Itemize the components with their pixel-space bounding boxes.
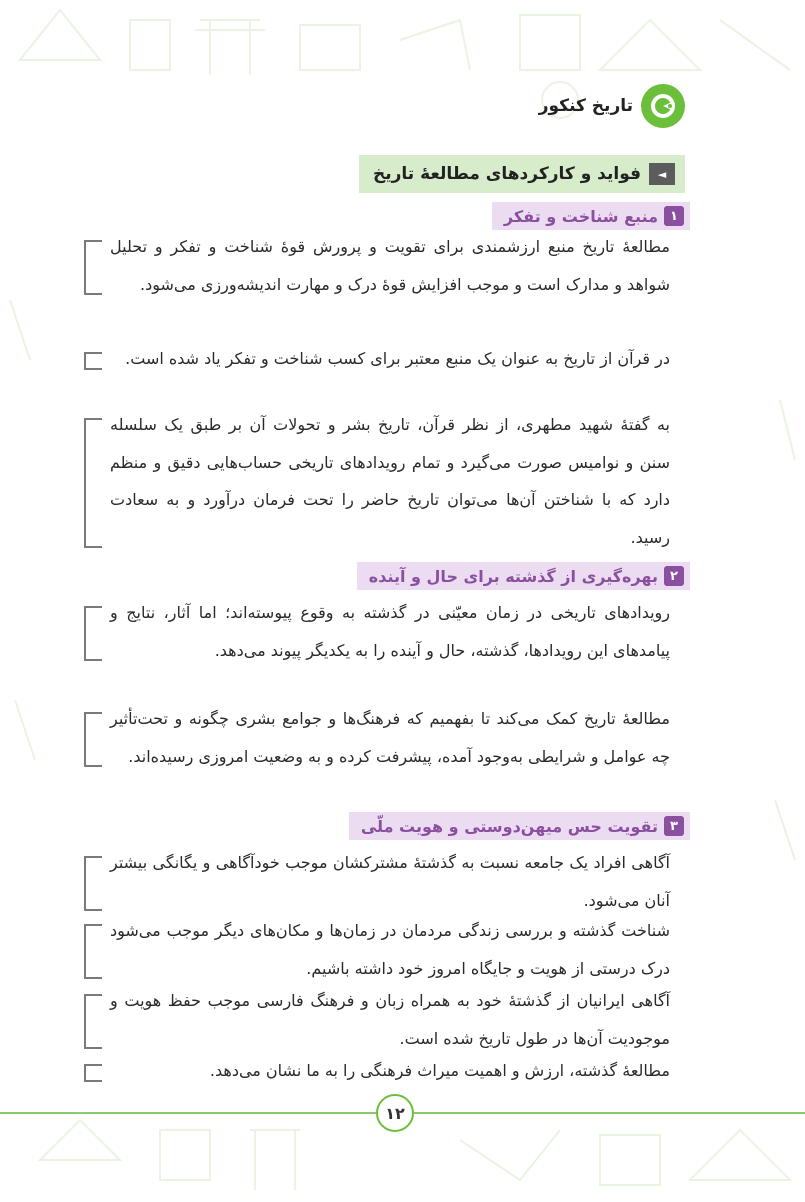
paragraph-text: مطالعهٔ تاریخ منبع ارزشمندی برای تقویت و پرورش قوهٔ شناخت و تفکر و تحلیل شواهد و مدارک است و موجب افزایش قوهٔ درک و مهارت اندیشه‌ورزی می‌شود.	[110, 237, 670, 294]
book-circle-icon	[641, 84, 685, 128]
subsection-title: بهره‌گیری از گذشته برای حال و آینده	[368, 566, 658, 586]
subsection-number: ۳	[664, 816, 684, 836]
section-marker-icon: ◄	[649, 163, 675, 185]
paragraph-text: آگاهی افراد یک جامعه نسبت به گذشتهٔ مشترکشان موجب خودآگاهی و یگانگی بیشتر آنان می‌شود.	[110, 853, 670, 910]
paragraph-text: مطالعهٔ گذشته، ارزش و اهمیت میراث فرهنگی را به ما نشان می‌دهد.	[209, 1061, 670, 1080]
paragraph	[110, 844, 670, 919]
section-title-text: فواید و کارکردهای مطالعهٔ تاریخ	[373, 164, 641, 184]
paragraph-text: شناخت گذشته و بررسی زندگی مردمان در زمان‌ها و مکان‌های دیگر موجب می‌شود درک درستی از هویت و جایگاه امروز خود داشته باشیم.	[110, 921, 670, 978]
subsection-heading-3	[349, 812, 690, 840]
subsection-title: منبع شناخت و تفکر	[503, 206, 658, 226]
paragraph	[110, 228, 670, 303]
paragraph-text: آگاهی ایرانیان از گذشتهٔ خود به همراه زبان و فرهنگ فارسی موجب حفظ هویت و موجودیت آن‌ها در طول تاریخ شده است.	[110, 991, 670, 1048]
paragraph-text: رویدادهای تاریخی در زمان معیّنی در گذشته به وقوع پیوسته‌اند؛ اما آثار، نتایج و پیامدهای این رویدادها، گذشته، حال و آینده را به یکدیگر پیوند می‌دهد.	[110, 603, 670, 660]
paragraph-text: به گفتهٔ شهید مطهری، از نظر قرآن، تاریخ بشر و تحولات آن بر طبق یک سلسله سنن و نوامیس صورت می‌گیرد و تمام رویدادهای تاریخی حساب‌هایی دقیق و منظم دارد که با شناختن آن‌ها می‌توان تاریخ حاضر را تحت فرمان درآورد و به سعادت رسید.	[110, 415, 670, 547]
page-number: ۱۲	[376, 1094, 414, 1132]
paragraph	[110, 406, 670, 556]
paragraph	[110, 982, 670, 1057]
header-title: تاریخ کنکور	[538, 96, 633, 116]
paragraph	[110, 594, 670, 669]
page-header	[539, 84, 685, 128]
section-title	[359, 155, 685, 193]
subsection-number: ۱	[664, 206, 684, 226]
subsection-title: تقویت حس میهن‌دوستی و هویت ملّی	[360, 816, 658, 836]
paragraph	[110, 912, 670, 987]
paragraph	[110, 340, 670, 378]
paragraph	[110, 700, 670, 775]
paragraph-text: مطالعهٔ تاریخ کمک می‌کند تا بفهمیم که فرهنگ‌ها و جوامع بشری چگونه و تحت‌تأثیر چه عوامل و شرایطی به‌وجود آمده، پیشرفت کرده و به وضعیت امروزی رسیده‌اند.	[110, 709, 670, 766]
subsection-heading-1	[492, 202, 690, 230]
subsection-heading-2	[357, 562, 690, 590]
subsection-number: ۲	[664, 566, 684, 586]
paragraph	[110, 1052, 670, 1090]
paragraph-text: در قرآن از تاریخ به عنوان یک منبع معتبر برای کسب شناخت و تفکر یاد شده است.	[125, 349, 670, 368]
